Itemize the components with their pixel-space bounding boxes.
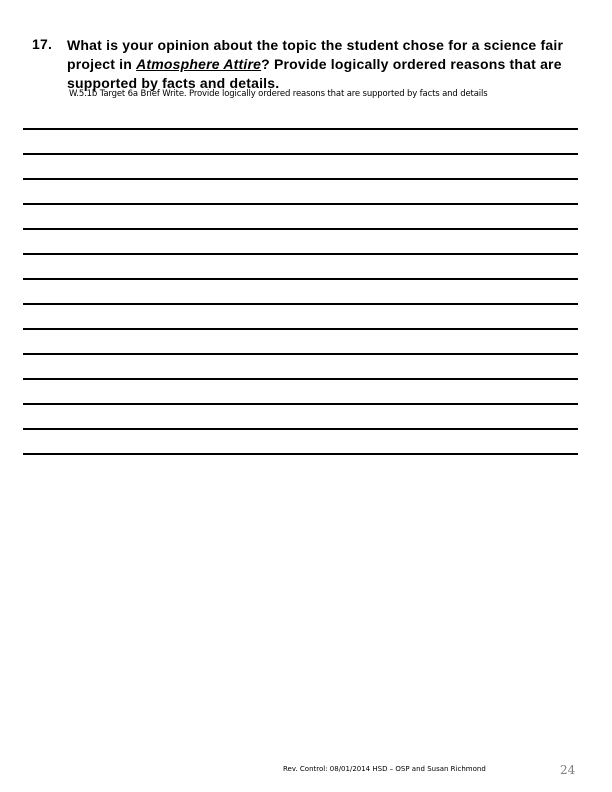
answer-line[interactable] xyxy=(23,228,578,230)
question-text-after: ? Provide logically ordered reasons that are supported by facts and details. xyxy=(67,56,562,91)
answer-line[interactable] xyxy=(23,153,578,155)
answer-line[interactable] xyxy=(23,203,578,205)
answer-line[interactable] xyxy=(23,328,578,330)
page-number: 24 xyxy=(560,763,576,777)
answer-line[interactable] xyxy=(23,378,578,380)
answer-line[interactable] xyxy=(23,403,578,405)
answer-line[interactable] xyxy=(23,428,578,430)
question-text-before: What is your opinion about the topic the student chose for a science fair project in xyxy=(67,37,564,72)
standard-note: W.5.1b Target 6a Brief Write. Provide logically ordered reasons that are supported by facts and details xyxy=(69,89,488,99)
answer-line[interactable] xyxy=(23,353,578,355)
answer-lines xyxy=(23,128,578,478)
story-title: Atmosphere Attire xyxy=(136,56,262,72)
question-number: 17. xyxy=(32,36,53,52)
footer-revision-control: Rev. Control: 08/01/2014 HSD – OSP and Susan Richmond xyxy=(283,765,486,773)
answer-line[interactable] xyxy=(23,303,578,305)
answer-line[interactable] xyxy=(23,278,578,280)
question-text xyxy=(67,36,587,93)
answer-line[interactable] xyxy=(23,453,578,455)
answer-line[interactable] xyxy=(23,253,578,255)
answer-line[interactable] xyxy=(23,178,578,180)
answer-line[interactable] xyxy=(23,128,578,130)
